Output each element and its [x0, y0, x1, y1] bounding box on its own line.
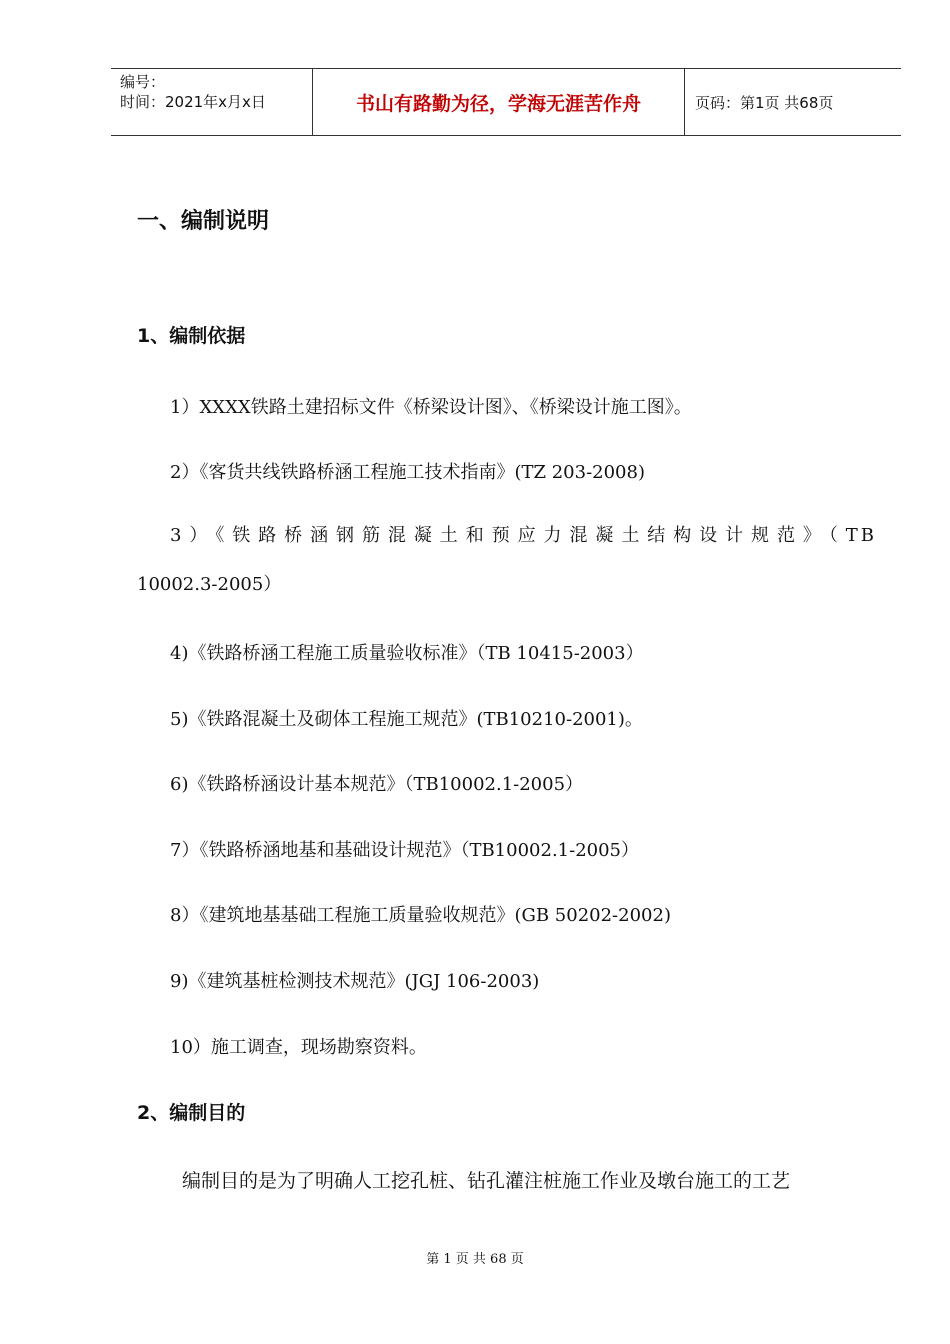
basis-item-4: 4)《铁路桥涵工程施工质量验收标准》（TB 10415-2003）	[170, 643, 644, 664]
basis-item-3-line2: 10002.3-2005）	[137, 574, 282, 595]
header-page-info: 页码：第1页 共68页	[695, 93, 834, 112]
subsection-basis-title: 1、编制依据	[137, 325, 246, 347]
basis-item-10: 10）施工调查，现场勘察资料。	[170, 1037, 427, 1058]
page-header	[111, 68, 901, 136]
basis-item-1: 1）XXXX铁路土建招标文件《桥梁设计图》、《桥梁设计施工图》。	[170, 397, 692, 418]
number-label: 编号：	[120, 73, 166, 91]
basis-item-9: 9)《建筑基桩检测技术规范》(JGJ 106-2003)	[170, 971, 540, 992]
header-meta	[111, 69, 312, 135]
page-footer: 第 1 页 共 68 页	[426, 1252, 524, 1267]
time-label: 时间：2021年x月x日	[120, 93, 266, 111]
basis-item-8: 8）《建筑地基基础工程施工质量验收规范》(GB 50202-2002)	[170, 905, 671, 926]
purpose-paragraph: 编制目的是为了明确人工挖孔桩、钻孔灌注桩施工作业及墩台施工的工艺	[182, 1170, 791, 1192]
section-title: 一、编制说明	[137, 209, 270, 234]
basis-item-6: 6)《铁路桥涵设计基本规范》（TB10002.1-2005）	[170, 774, 584, 795]
basis-item-7: 7）《铁路桥涵地基和基础设计规范》（TB10002.1-2005）	[170, 840, 640, 861]
basis-item-3-line1: 3）《铁路桥涵钢筋混凝土和预应力混凝土结构设计规范》（TB	[170, 525, 877, 546]
basis-item-5: 5)《铁路混凝土及砌体工程施工规范》(TB10210-2001)。	[170, 709, 643, 730]
basis-item-3	[137, 511, 877, 609]
basis-item-2: 2）《客货共线铁路桥涵工程施工技术指南》(TZ 203-2008)	[170, 462, 645, 483]
subsection-purpose-title: 2、编制目的	[137, 1102, 246, 1124]
header-motto: 书山有路勤为径，学海无涯苦作舟	[312, 69, 685, 135]
